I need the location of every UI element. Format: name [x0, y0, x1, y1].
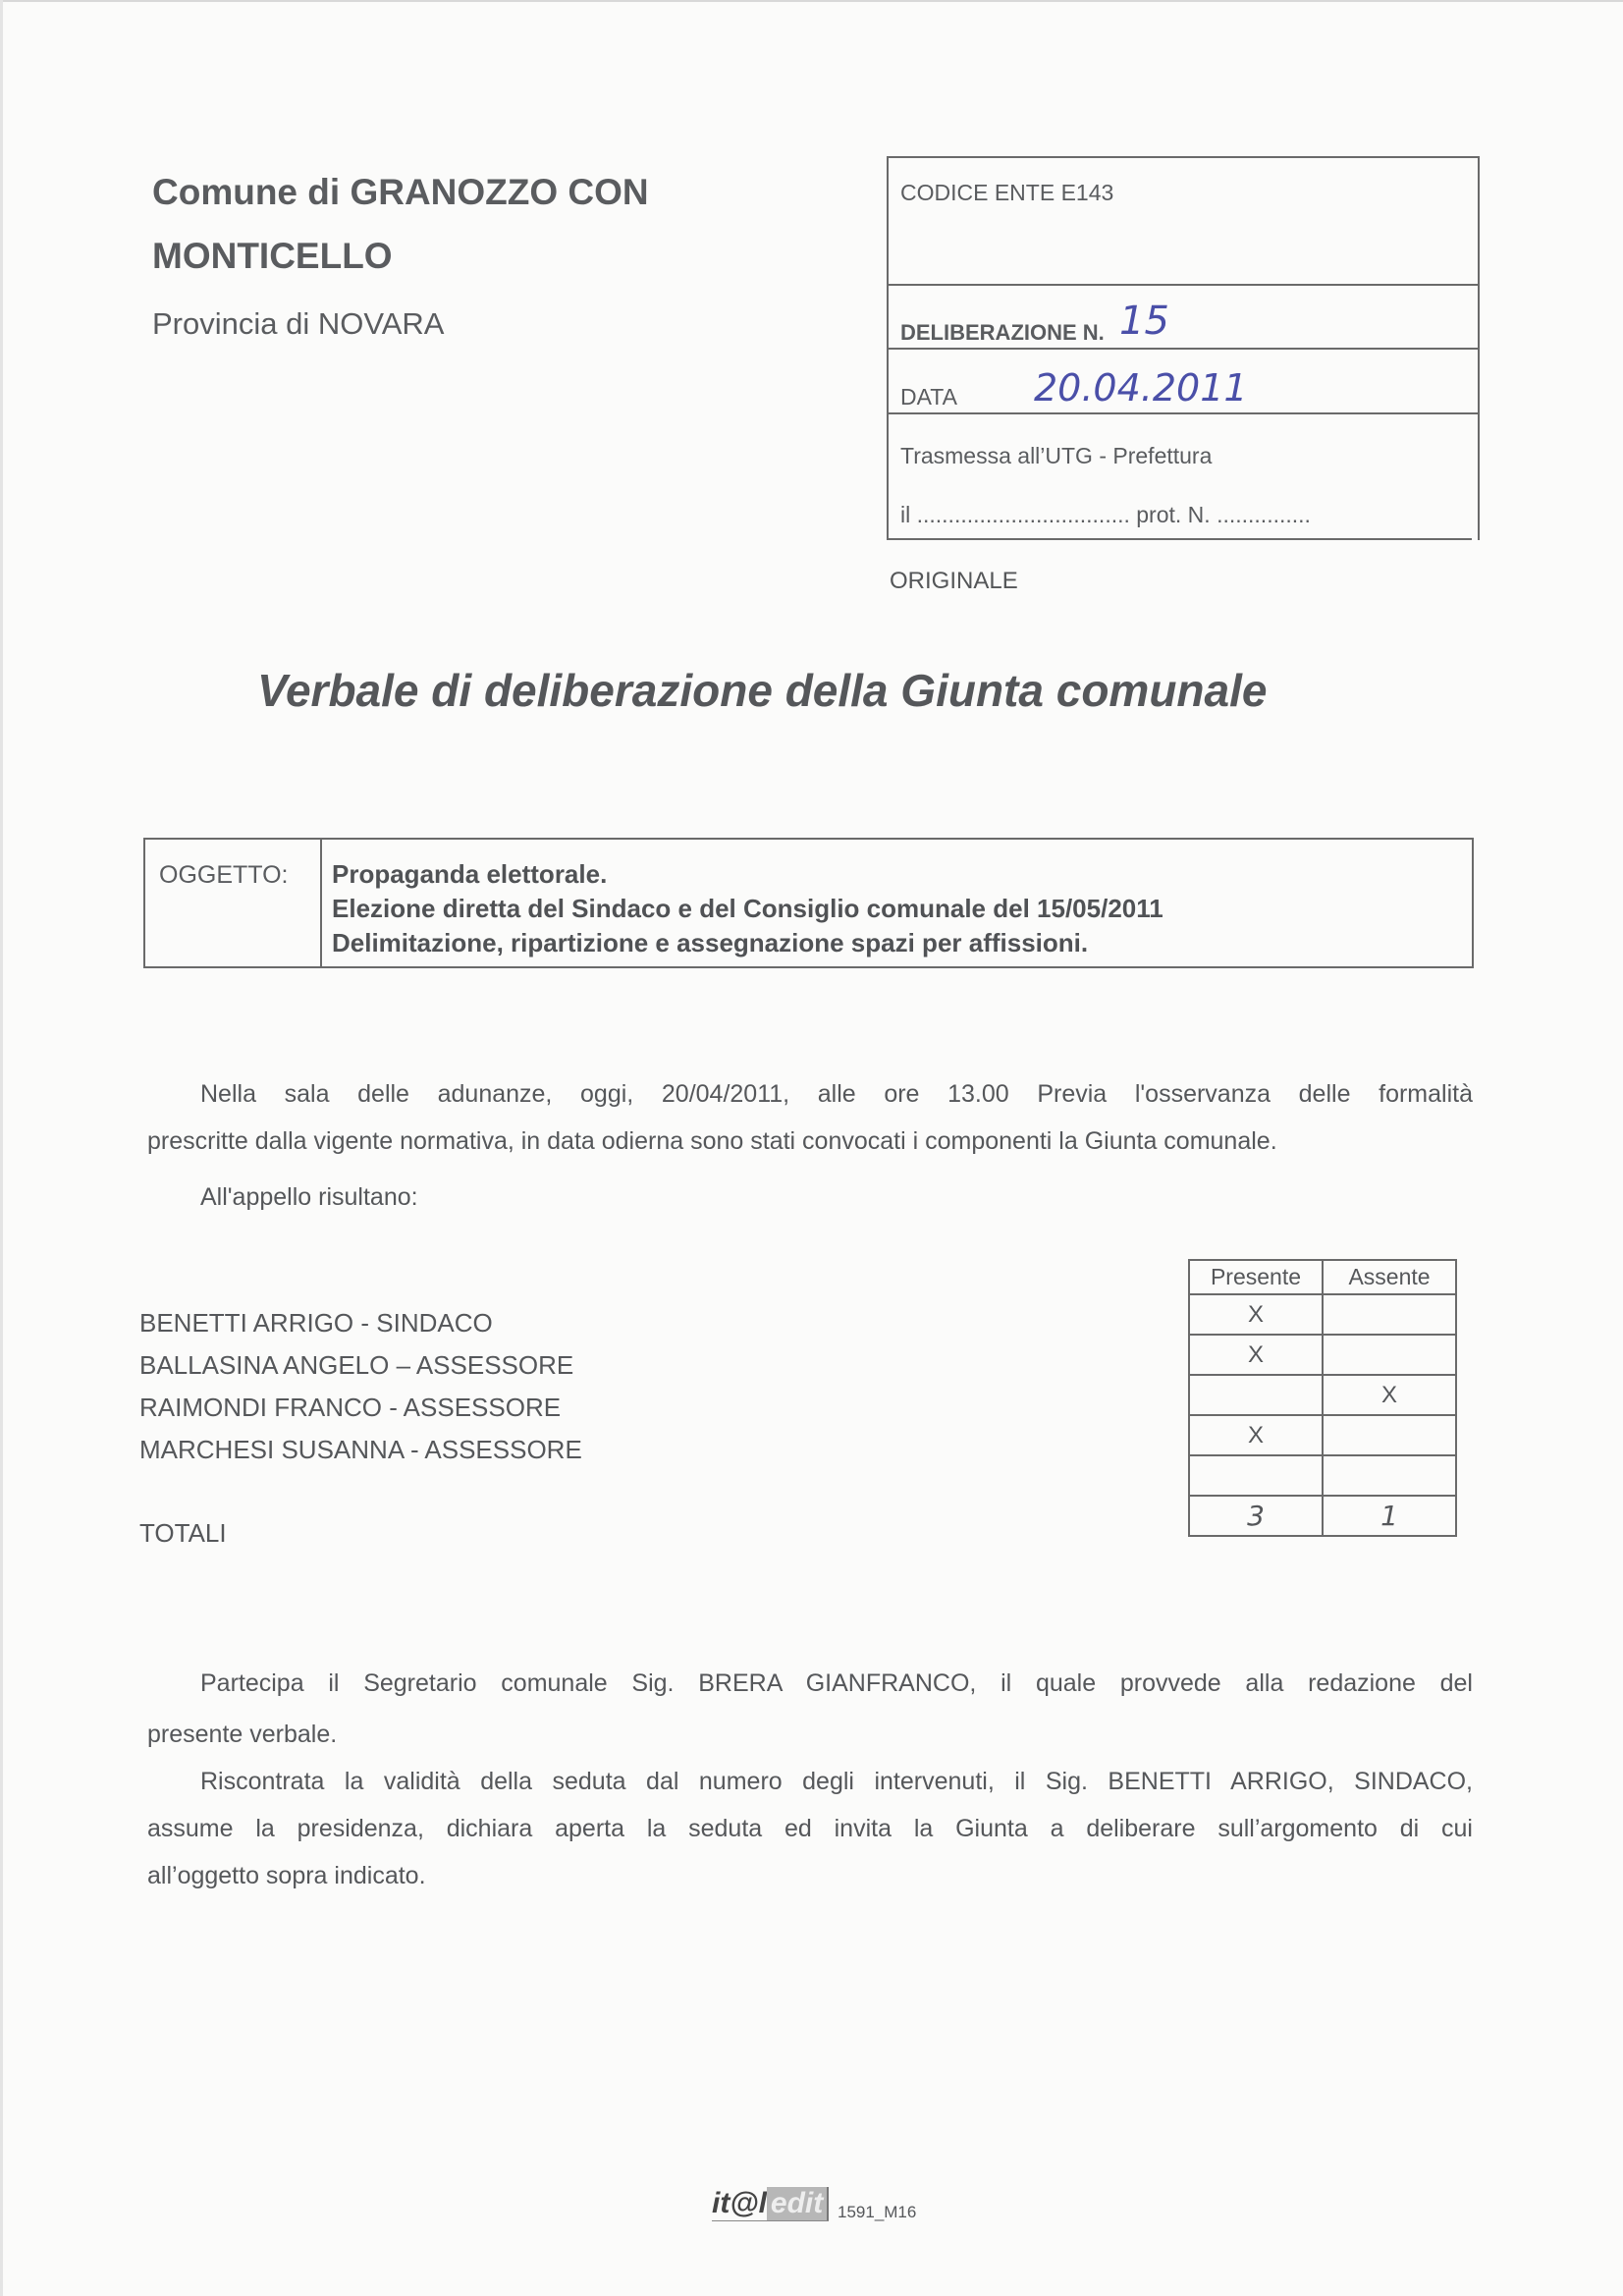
originale-label: ORIGINALE	[890, 568, 1018, 594]
assente-cell	[1323, 1294, 1456, 1335]
trasmessa-label: Trasmessa all’UTG - Prefettura	[900, 443, 1213, 468]
totals-assente: 1	[1323, 1496, 1456, 1536]
intro-line-1: Nella sala delle adunanze, oggi, 20/04/2011, alle ore 13.00 Previa l'osservanza delle formalità	[200, 1080, 1473, 1108]
divider	[889, 538, 1472, 540]
table-row	[1189, 1335, 1456, 1375]
presente-cell: X	[1189, 1294, 1323, 1335]
header-presente: Presente	[1189, 1260, 1323, 1294]
table-row	[1189, 1415, 1456, 1455]
totals-label: TOTALI	[139, 1518, 227, 1548]
province-name: Provincia di NOVARA	[152, 306, 445, 341]
table-row	[1189, 1375, 1456, 1415]
oggetto-line: Propaganda elettorale.	[332, 859, 608, 889]
closing-p2-line3: all’oggetto sopra indicato.	[147, 1862, 426, 1889]
table-row	[1189, 1294, 1456, 1335]
oggetto-line: Delimitazione, ripartizione e assegnazione spazi per affissioni.	[332, 928, 1089, 957]
totals-row	[1189, 1496, 1456, 1536]
oggetto-label: OGGETTO:	[159, 861, 289, 889]
presente-cell	[1189, 1375, 1323, 1415]
data-value: 20.04.2011	[1034, 366, 1248, 410]
oggetto-line: Elezione diretta del Sindaco e del Consiglio comunale del 15/05/2011	[332, 894, 1163, 923]
intro-line-2: prescritte dalla vigente normativa, in data odierna sono stati convocati i componenti la Giunta comunale.	[147, 1127, 1277, 1155]
info-box	[887, 156, 1480, 540]
data-label: DATA	[900, 384, 957, 410]
member-name: MARCHESI SUSANNA - ASSESSORE	[139, 1435, 582, 1464]
protocol-line: il .................................. prot. N. ...............	[900, 502, 1311, 527]
presente-cell: X	[1189, 1335, 1323, 1375]
member-name: BENETTI ARRIGO - SINDACO	[139, 1308, 493, 1338]
scan-left-edge	[0, 0, 3, 2296]
divider	[889, 412, 1478, 414]
deliberazione-number: 15	[1119, 299, 1169, 344]
divider	[320, 840, 322, 966]
closing-p1-line1: Partecipa il Segretario comunale Sig. BRERA GIANFRANCO, il quale provvede alla redazione del	[200, 1669, 1473, 1697]
header-assente: Assente	[1323, 1260, 1456, 1294]
appello-label: All'appello risultano:	[200, 1183, 418, 1211]
assente-cell	[1323, 1335, 1456, 1375]
closing-p1-line2: presente verbale.	[147, 1721, 338, 1748]
presente-cell: X	[1189, 1415, 1323, 1455]
municipality-name-line2: MONTICELLO	[152, 236, 393, 276]
scan-top-edge	[0, 0, 1623, 2]
attendance-table	[1188, 1259, 1457, 1537]
oggetto-box	[143, 838, 1474, 968]
divider	[889, 284, 1478, 286]
form-code: 1591_M16	[838, 2203, 917, 2221]
assente-cell	[1323, 1415, 1456, 1455]
closing-p2-line1: Riscontrata la validità della seduta dal numero degli intervenuti, il Sig. BENETTI ARRIGO, SINDACO,	[200, 1768, 1473, 1795]
codice-ente: CODICE ENTE E143	[900, 180, 1114, 205]
document-title: Verbale di deliberazione della Giunta comunale	[257, 665, 1268, 716]
italedit-logo	[712, 2187, 829, 2221]
municipality-name-line1: Comune di GRANOZZO CON	[152, 172, 649, 212]
table-header-row	[1189, 1260, 1456, 1294]
closing-p2-line2: assume la presidenza, dichiara aperta la seduta ed invita la Giunta a deliberare sull’argomento di cui	[147, 1815, 1473, 1842]
assente-cell: X	[1323, 1375, 1456, 1415]
empty-cell	[1323, 1455, 1456, 1496]
member-name: BALLASINA ANGELO – ASSESSORE	[139, 1350, 574, 1380]
deliberazione-label: DELIBERAZIONE N.	[900, 320, 1105, 345]
divider	[889, 348, 1478, 350]
member-name: RAIMONDI FRANCO - ASSESSORE	[139, 1393, 562, 1422]
table-row-empty	[1189, 1455, 1456, 1496]
logo-text-a: it@l	[712, 2187, 767, 2219]
logo-text-b: edit	[767, 2187, 829, 2220]
totals-presente: 3	[1189, 1496, 1323, 1536]
empty-cell	[1189, 1455, 1323, 1496]
